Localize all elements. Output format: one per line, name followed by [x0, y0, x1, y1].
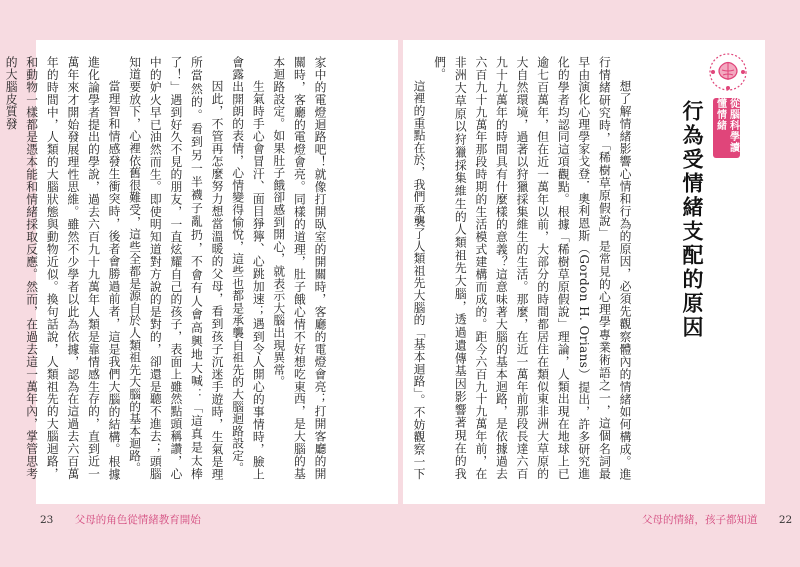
left-page-number: 23	[40, 514, 54, 526]
left-paragraph-3: 因此，不管再怎麼努力想當溫暖的父母，看到孩子沉迷手遊時，生氣是理所當然的。看到另一半襪子亂扔，不會有人會高興地大喊：「這真是太棒了！」遇到好久不見的朋友，一直炫耀自己的孩子，表面上雖然點頭稱讚，心中的妒火早已油然而生。即使明知道對方說的是對的，卻還是聽不進去；頭腦知道要放下，心裡依舊很難受，這些全都是源自於人類祖先大腦的基本迴路。	[127, 56, 225, 480]
right-paragraph-1: 想了解情緒影響心情和行為的原因，必須先觀察體內的情緒如何構成。進行情緒研究時，「稀樹草原假說」是常見的心理學專業術語之一，這個名詞最早由演化心理學家戈登．奧利恩斯（Gordon H. Orians）提出，許多研究進化的學者均認同這項觀點。根據「稀樹草原假說」理論，人類出現在地球上已逾七百萬年，但在近一萬年以前，大部分的時間都居住在類似東非洲大草原的大自然環境，過著以狩獵採集維生的生活。那麼，在近一萬年前那段長達六百九十九萬年的時間具有什麼樣的意義？這意味著大腦的基本迴路，是依據過去六百九十九萬年那段時期的生活模式建構而成的。距今六百九十九萬年前，在非洲大草原以狩獵採集維生的人類祖先大腦，透過遺傳基因影響著現在的我們。	[432, 56, 632, 480]
left-paragraph-1: 家中的電燈迴路吧！就像打開臥室的開關時，客廳的電燈會亮；打開客廳的開關時，客廳的電燈會亮。同樣的道理，肚子餓心情不好想吃東西，是大腦的基本迴路設定。如果肚子餓卻感到開心，就表示大腦出現異常。	[271, 56, 327, 480]
right-running-title: 父母的情緒，孩子都知道	[642, 514, 758, 526]
section-badge: 從腦科學讀懂情緒	[713, 98, 740, 158]
right-body-text	[412, 56, 635, 480]
right-paragraph-2: 這裡的重點在於，我們承襲了人類祖先大腦的「基本迴路」。不妨觀察一下	[412, 79, 427, 480]
right-page	[403, 40, 765, 504]
left-running-title: 父母的角色從情緒教育開始	[74, 514, 201, 526]
left-body-text	[4, 56, 330, 480]
left-paragraph-2: 生氣時手心會冒汗、面目猙獰、心跳加速；遇到令人開心的事情時，臉上會露出開朗的表情，心情變得愉悅，這些也都是承襲自祖先的大腦迴路設定。	[230, 56, 266, 480]
left-paragraph-4: 當理智和情感發生衝突時，後者會勝過前者，這是我們大腦的結構。根據進化論學者提出的學說，過去六百九十九萬年人類是靠情感生存的，直到近一萬年來才開始發展理性思維。雖然不少學者以此為依據，認為在這過去六百萬年的時間中，人類的大腦狀態與動物近似。換句話說，人類祖先的大腦迴路，和動物一樣都是憑本能和情緒採取反應。然而，在過去這一萬年內，掌管思考的大腦皮質發	[4, 56, 122, 480]
right-page-number: 22	[778, 514, 793, 526]
brain-icon	[708, 52, 748, 92]
section-title: 行為受情緒支配的原因	[680, 100, 704, 340]
right-footer	[642, 512, 792, 527]
left-page	[4, 40, 398, 504]
left-footer	[40, 512, 201, 527]
